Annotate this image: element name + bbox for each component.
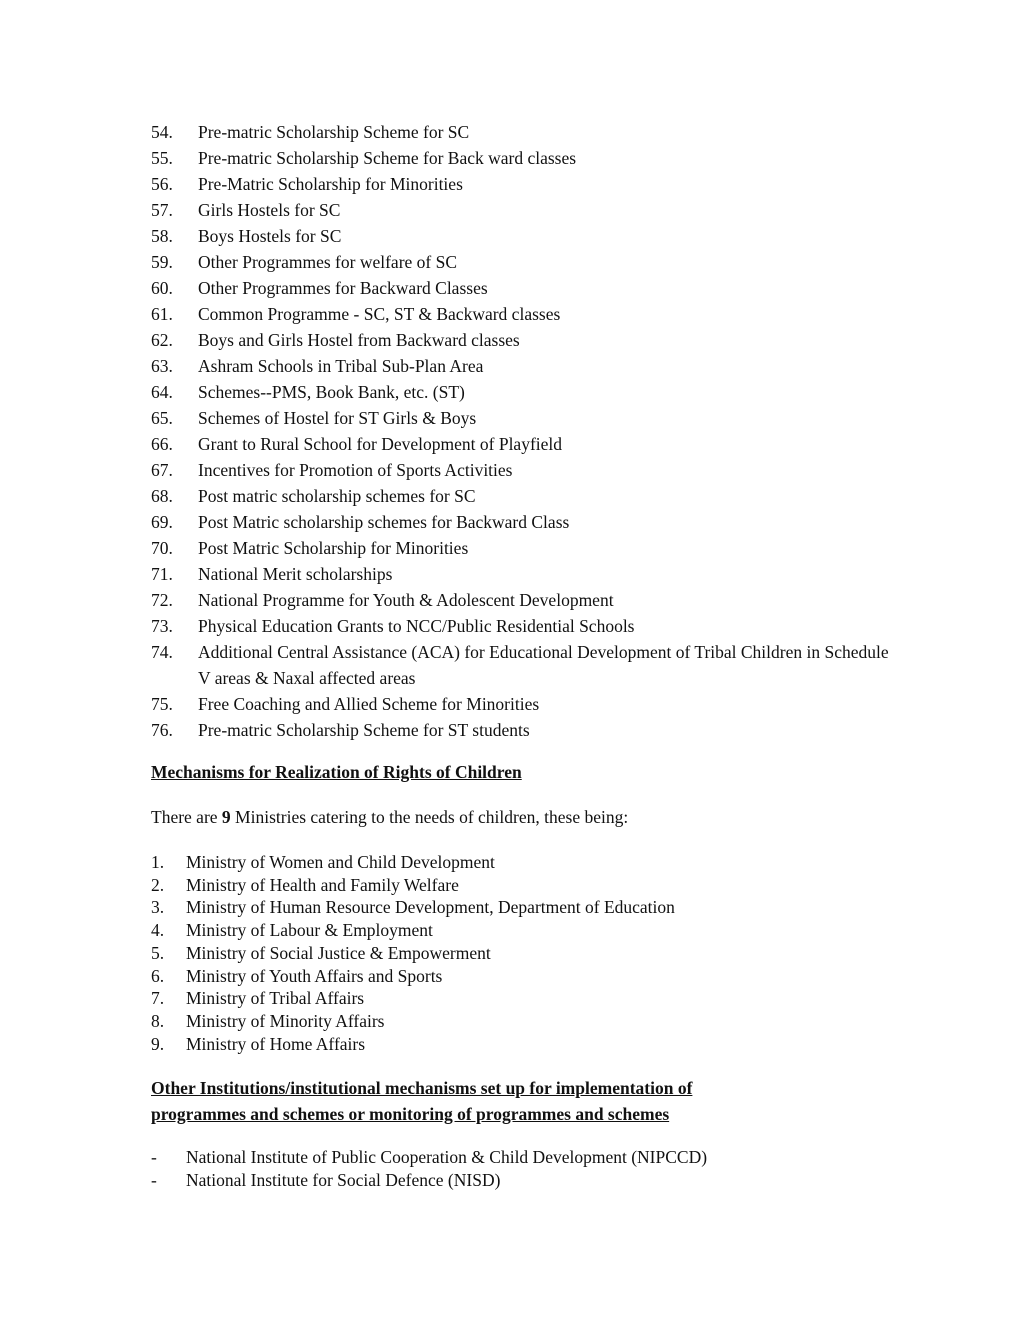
scheme-item [151, 691, 891, 717]
list-item-text: National Merit scholarships [198, 564, 393, 584]
ministry-item [151, 987, 675, 1010]
institutions-list [151, 1146, 707, 1192]
list-marker: 61. [151, 304, 173, 324]
list-item-text: Boys Hostels for SC [198, 226, 342, 246]
list-marker: 58. [151, 226, 173, 246]
ministry-item [151, 896, 675, 919]
list-item-text: Ministry of Human Resource Development, Department of Education [186, 897, 675, 918]
list-marker: 60. [151, 278, 173, 298]
list-marker: 69. [151, 512, 173, 532]
scheme-item [151, 587, 891, 613]
list-marker: 66. [151, 434, 173, 454]
scheme-item [151, 405, 891, 431]
ministry-item [151, 874, 675, 897]
list-marker: 54. [151, 122, 173, 142]
list-marker: 7. [151, 988, 165, 1009]
ministry-item [151, 965, 675, 988]
scheme-item [151, 249, 891, 275]
list-marker: - [151, 1147, 157, 1167]
heading-line-2: programmes and schemes or monitoring of programmes and schemes [151, 1104, 670, 1124]
intro-before: There are [151, 807, 222, 827]
list-marker: 9. [151, 1033, 165, 1054]
list-marker: 57. [151, 200, 173, 220]
scheme-item [151, 483, 891, 509]
institution-item [151, 1146, 707, 1169]
scheme-item [151, 145, 891, 171]
list-marker: 73. [151, 616, 173, 636]
list-item-text: National Institute for Social Defence (NISD) [186, 1170, 501, 1190]
list-item-text: Post Matric Scholarship for Minorities [198, 538, 469, 558]
heading-text: Mechanisms for Realization of Rights of Children [151, 762, 522, 782]
list-marker: 55. [151, 148, 173, 168]
scheme-item [151, 353, 891, 379]
list-marker: 67. [151, 460, 173, 480]
scheme-item [151, 327, 891, 353]
list-item-text: Schemes--PMS, Book Bank, etc. (ST) [198, 382, 465, 402]
list-item-text: Ashram Schools in Tribal Sub-Plan Area [198, 356, 484, 376]
list-item-text: Ministry of Social Justice & Empowerment [186, 942, 491, 963]
ministries-count: 9 [221, 807, 231, 827]
scheme-item [151, 561, 891, 587]
ministries-list [151, 851, 675, 1055]
list-item-text: Pre-matric Scholarship Scheme for Back ward classes [198, 148, 577, 168]
scheme-item [151, 197, 891, 223]
list-marker: 5. [151, 942, 165, 963]
scheme-item [151, 431, 891, 457]
list-item-text: Girls Hostels for SC [198, 200, 341, 220]
list-item-text: Grant to Rural School for Development of Playfield [198, 434, 563, 454]
list-marker: 1. [151, 852, 165, 872]
list-item-text: Ministry of Home Affairs [186, 1033, 366, 1054]
ministries-intro [151, 804, 628, 830]
schemes-list [151, 119, 891, 743]
heading-line-1: Other Institutions/institutional mechanisms set up for implementation of [151, 1078, 693, 1098]
list-marker: 76. [151, 720, 173, 740]
list-marker: 68. [151, 486, 173, 506]
list-item-text: Post matric scholarship schemes for SC [198, 486, 476, 506]
list-item-text: Common Programme - SC, ST & Backward classes [198, 304, 561, 324]
list-marker: 65. [151, 408, 173, 428]
ministry-item [151, 919, 675, 942]
list-marker: 63. [151, 356, 173, 376]
scheme-item [151, 613, 891, 639]
list-marker: 4. [151, 920, 165, 941]
list-item-text: Ministry of Youth Affairs and Sports [186, 965, 443, 986]
intro-after: Ministries catering to the needs of children, these being: [230, 807, 629, 827]
list-item-text: Ministry of Tribal Affairs [186, 988, 365, 1009]
scheme-item [151, 171, 891, 197]
list-item-text: Additional Central Assistance (ACA) for Educational Development of Tribal Children in Schedule V areas & Naxal affected areas [198, 642, 889, 688]
list-marker: 56. [151, 174, 173, 194]
list-item-text: Pre-matric Scholarship Scheme for ST students [198, 720, 530, 740]
scheme-item [151, 379, 891, 405]
ministry-item [151, 942, 675, 965]
list-marker: 70. [151, 538, 173, 558]
list-item-text: Other Programmes for welfare of SC [198, 252, 458, 272]
list-item-text: Ministry of Minority Affairs [186, 1010, 385, 1031]
scheme-item [151, 457, 891, 483]
list-item-text: Other Programmes for Backward Classes [198, 278, 488, 298]
list-marker: 2. [151, 874, 165, 895]
list-item-text: National Institute of Public Cooperation & Child Development (NIPCCD) [186, 1147, 708, 1167]
scheme-item [151, 119, 891, 145]
list-marker: - [151, 1170, 157, 1190]
list-item-text: Ministry of Health and Family Welfare [186, 874, 459, 895]
list-marker: 59. [151, 252, 173, 272]
section-heading-mechanisms [151, 759, 522, 785]
list-marker: 75. [151, 694, 173, 714]
list-item-text: Incentives for Promotion of Sports Activities [198, 460, 513, 480]
scheme-item [151, 275, 891, 301]
list-item-text: Physical Education Grants to NCC/Public Residential Schools [198, 616, 635, 636]
list-marker: 6. [151, 965, 165, 986]
list-marker: 3. [151, 897, 165, 918]
scheme-item [151, 509, 891, 535]
list-marker: 64. [151, 382, 173, 402]
list-item-text: Schemes of Hostel for ST Girls & Boys [198, 408, 477, 428]
list-item-text: Free Coaching and Allied Scheme for Minorities [198, 694, 540, 714]
ministry-item [151, 1033, 675, 1056]
section-heading-institutions [151, 1075, 692, 1127]
scheme-item [151, 639, 891, 691]
scheme-item [151, 223, 891, 249]
list-marker: 8. [151, 1010, 165, 1031]
list-marker: 72. [151, 590, 173, 610]
list-item-text: Ministry of Women and Child Development [186, 852, 495, 872]
list-marker: 71. [151, 564, 173, 584]
list-marker: 74. [151, 642, 173, 662]
ministry-item [151, 851, 675, 874]
list-item-text: National Programme for Youth & Adolescent Development [198, 590, 614, 610]
list-item-text: Boys and Girls Hostel from Backward classes [198, 330, 520, 350]
list-item-text: Pre-Matric Scholarship for Minorities [198, 174, 463, 194]
list-item-text: Post Matric scholarship schemes for Backward Class [198, 512, 570, 532]
ministry-item [151, 1010, 675, 1033]
list-item-text: Pre-matric Scholarship Scheme for SC [198, 122, 470, 142]
scheme-item [151, 301, 891, 327]
scheme-item [151, 717, 891, 743]
list-marker: 62. [151, 330, 173, 350]
institution-item [151, 1169, 707, 1192]
scheme-item [151, 535, 891, 561]
list-item-text: Ministry of Labour & Employment [186, 920, 433, 941]
